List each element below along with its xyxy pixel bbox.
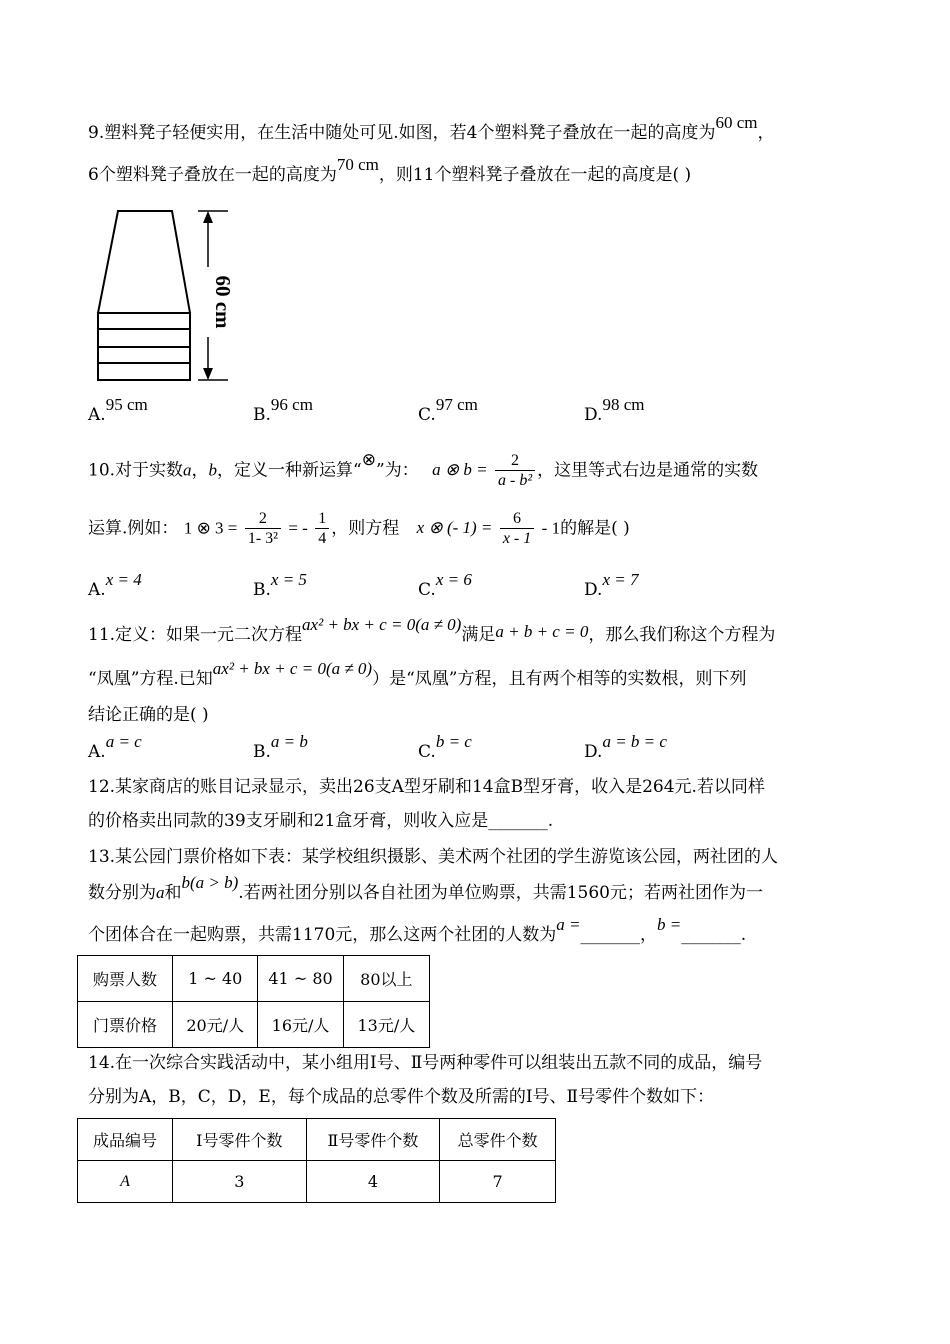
def-numerator: 2 [511, 452, 520, 469]
q10-text: ，则方程 [331, 518, 400, 539]
option-value: a = b [270, 732, 308, 751]
answer-a-label: a = [556, 915, 581, 934]
q10-option-c[interactable] [418, 570, 472, 600]
q10-text: ，定义一种新运算“ [217, 460, 362, 481]
figure-height-label: 60 cm [211, 275, 235, 329]
answer-b-blank[interactable]: _______. [681, 925, 747, 945]
example-fraction-2 [315, 510, 329, 548]
def-fraction [495, 452, 535, 490]
table-cell: 41 ~ 80 [258, 956, 343, 1002]
table-cell: 13元/人 [343, 1002, 429, 1048]
equation-denominator: x - 1 [500, 528, 534, 548]
option-label: C. [418, 405, 436, 425]
table-cell: 1 ~ 40 [173, 956, 258, 1002]
def-denominator: a - b² [495, 470, 535, 490]
option-label: B. [253, 580, 271, 600]
example-mid: = - [288, 518, 308, 538]
otimes-symbol: ⊗ [361, 450, 376, 470]
option-value: a = b = c [602, 732, 667, 751]
phoenix-condition: a + b + c = 0 [495, 622, 589, 641]
option-label: D. [584, 580, 603, 600]
q11-text: 满足 [461, 625, 496, 645]
q11-text: ，那么我们称这个方程为 [588, 625, 776, 645]
q10-text: ， [191, 460, 209, 481]
q11-option-c[interactable] [418, 732, 472, 762]
q10-option-b[interactable] [253, 570, 307, 600]
ticket-price-table [77, 955, 430, 1048]
table-cell: 3 [173, 1161, 307, 1203]
equation-lhs: x ⊗ (- 1) = [416, 518, 493, 538]
table-header-row [78, 1119, 556, 1161]
q11-text: “凤凰”方程.已知 [88, 669, 213, 689]
option-value: x = 6 [435, 570, 472, 589]
quadratic-equation: ax² + bx + c = 0(a ≠ 0) [302, 615, 462, 634]
option-value: 97 cm [435, 395, 478, 414]
q13-text: ， [640, 925, 657, 945]
example-lhs: 1 ⊗ 3 = [183, 518, 238, 538]
q10-option-d[interactable] [584, 570, 639, 600]
q11-option-b[interactable] [253, 732, 308, 762]
stool-stack-figure [90, 205, 240, 390]
parts-table [77, 1118, 556, 1203]
q9-height-6: 70 cm [336, 155, 379, 174]
q10-line1 [88, 452, 758, 490]
option-value: a = c [105, 732, 142, 751]
option-label: C. [418, 580, 436, 600]
q10-text: ，这里等式右边是通常的实数 [537, 460, 759, 481]
table-header: 总零件个数 [440, 1119, 556, 1161]
q13-line1: 13.某公园门票价格如下表：某学校组织摄影、美术两个社团的学生游览该公园，两社团的人 [88, 847, 779, 867]
equation-numerator: 6 [513, 510, 522, 527]
option-value: b = c [435, 732, 472, 751]
table-header: Ⅰ号零件个数 [173, 1119, 307, 1161]
q9-option-d[interactable] [584, 395, 645, 425]
q13-text: 数分别为 [88, 883, 156, 903]
option-label: B. [253, 405, 271, 425]
equation-tail: - 1 [541, 518, 561, 538]
q9-line2-post: ，则11个塑料凳子叠放在一起的高度是( ) [378, 165, 692, 185]
q14-line1: 14.在一次综合实践活动中，某小组用Ⅰ号、Ⅱ号两种零件可以组装出五款不同的成品，编号 [88, 1053, 763, 1073]
q10-option-a[interactable] [88, 570, 142, 600]
q10-text: 10.对于实数 [88, 460, 184, 481]
table-cell: 门票价格 [78, 1002, 173, 1048]
var-a: a [156, 883, 165, 902]
table-header: Ⅱ号零件个数 [306, 1119, 440, 1161]
option-label: A. [88, 580, 106, 600]
q11-line3: 结论正确的是( ) [88, 705, 209, 725]
table-cell: 7 [440, 1161, 556, 1203]
equation-fraction [500, 510, 534, 548]
q11-line1 [88, 615, 776, 646]
option-label: A. [88, 742, 106, 762]
q10-text: 运算.例如： [88, 518, 179, 539]
option-value: 96 cm [270, 395, 313, 414]
q10-text: ”为： [376, 460, 419, 481]
example-fraction [245, 510, 281, 548]
quadratic-equation-2: ax² + bx + c = 0(a ≠ 0) [212, 659, 373, 678]
option-value: 98 cm [602, 395, 645, 414]
table-cell: 20元/人 [173, 1002, 258, 1048]
q9-line2-pre: 6个塑料凳子叠放在一起的高度为 [88, 165, 337, 185]
option-label: B. [253, 742, 271, 762]
q9-option-c[interactable] [418, 395, 478, 425]
table-cell: 80以上 [343, 956, 429, 1002]
example-numerator: 2 [258, 510, 267, 527]
table-cell: 4 [306, 1161, 440, 1203]
def-lhs: a ⊗ b = [432, 460, 488, 480]
q9-height-4: 60 cm [715, 113, 758, 132]
var-b-condition: b(a > b) [181, 873, 239, 892]
table-row [78, 1161, 556, 1203]
option-label: A. [88, 405, 106, 425]
table-header: 成品编号 [78, 1119, 173, 1161]
stool-stack [98, 211, 190, 380]
table-cell: 16元/人 [258, 1002, 343, 1048]
q9-line2 [88, 155, 692, 186]
example-denominator: 1- 3² [245, 528, 281, 548]
q9-option-a[interactable] [88, 395, 148, 425]
q11-line2 [88, 659, 747, 690]
q11-text: 11.定义：如果一元二次方程 [88, 625, 303, 645]
q12-line2: 的价格卖出同款的39支牙刷和21盒牙膏，则收入应是_______. [88, 811, 554, 831]
q9-line1-pre: 9.塑料凳子轻便实用，在生活中随处可见.如图，若4个塑料凳子叠放在一起的高度为 [88, 123, 716, 143]
answer-b-label: b = [657, 915, 682, 934]
var-b: b [208, 460, 218, 480]
q13-line2 [88, 873, 763, 904]
q12-line1: 12.某家商店的账目记录显示，卖出26支A型牙刷和14盒B型牙膏，收入是264元.若以同样 [88, 777, 765, 797]
option-value: x = 4 [105, 570, 142, 589]
q9-line1-post: ， [757, 123, 775, 143]
q9-option-b[interactable] [253, 395, 313, 425]
answer-a-blank[interactable]: _______ [580, 925, 640, 945]
q13-text: .若两社团分别以各自社团为单位购票，共需1560元；若两社团作为一 [238, 883, 763, 903]
table-cell: 购票人数 [78, 956, 173, 1002]
example-numerator-2: 1 [318, 510, 327, 527]
q13-text: 和 [164, 883, 182, 903]
q10-text: 的解是( ) [560, 518, 630, 539]
option-label: D. [584, 405, 603, 425]
q14-line2: 分别为A，B，C，D，E，每个成品的总零件个数及所需的Ⅰ号、Ⅱ号零件个数如下： [88, 1087, 715, 1107]
example-denominator-2: 4 [315, 528, 329, 548]
table-row [78, 956, 430, 1002]
option-value: x = 7 [602, 570, 639, 589]
table-row [78, 1002, 430, 1048]
table-cell: A [78, 1161, 173, 1203]
q11-option-a[interactable] [88, 732, 142, 762]
q9-line1 [88, 113, 775, 144]
q11-option-d[interactable] [584, 732, 667, 762]
option-label: D. [584, 742, 603, 762]
q10-line2 [88, 510, 630, 548]
option-value: 95 cm [105, 395, 148, 414]
var-a: a [183, 460, 192, 480]
q11-text: ）是“凤凰”方程，且有两个相等的实数根，则下列 [372, 669, 747, 689]
q13-text: 个团体合在一起购票，共需1170元，那么这两个社团的人数为 [88, 925, 557, 945]
option-label: C. [418, 742, 436, 762]
option-value: x = 5 [270, 570, 307, 589]
q13-line3 [88, 915, 747, 946]
